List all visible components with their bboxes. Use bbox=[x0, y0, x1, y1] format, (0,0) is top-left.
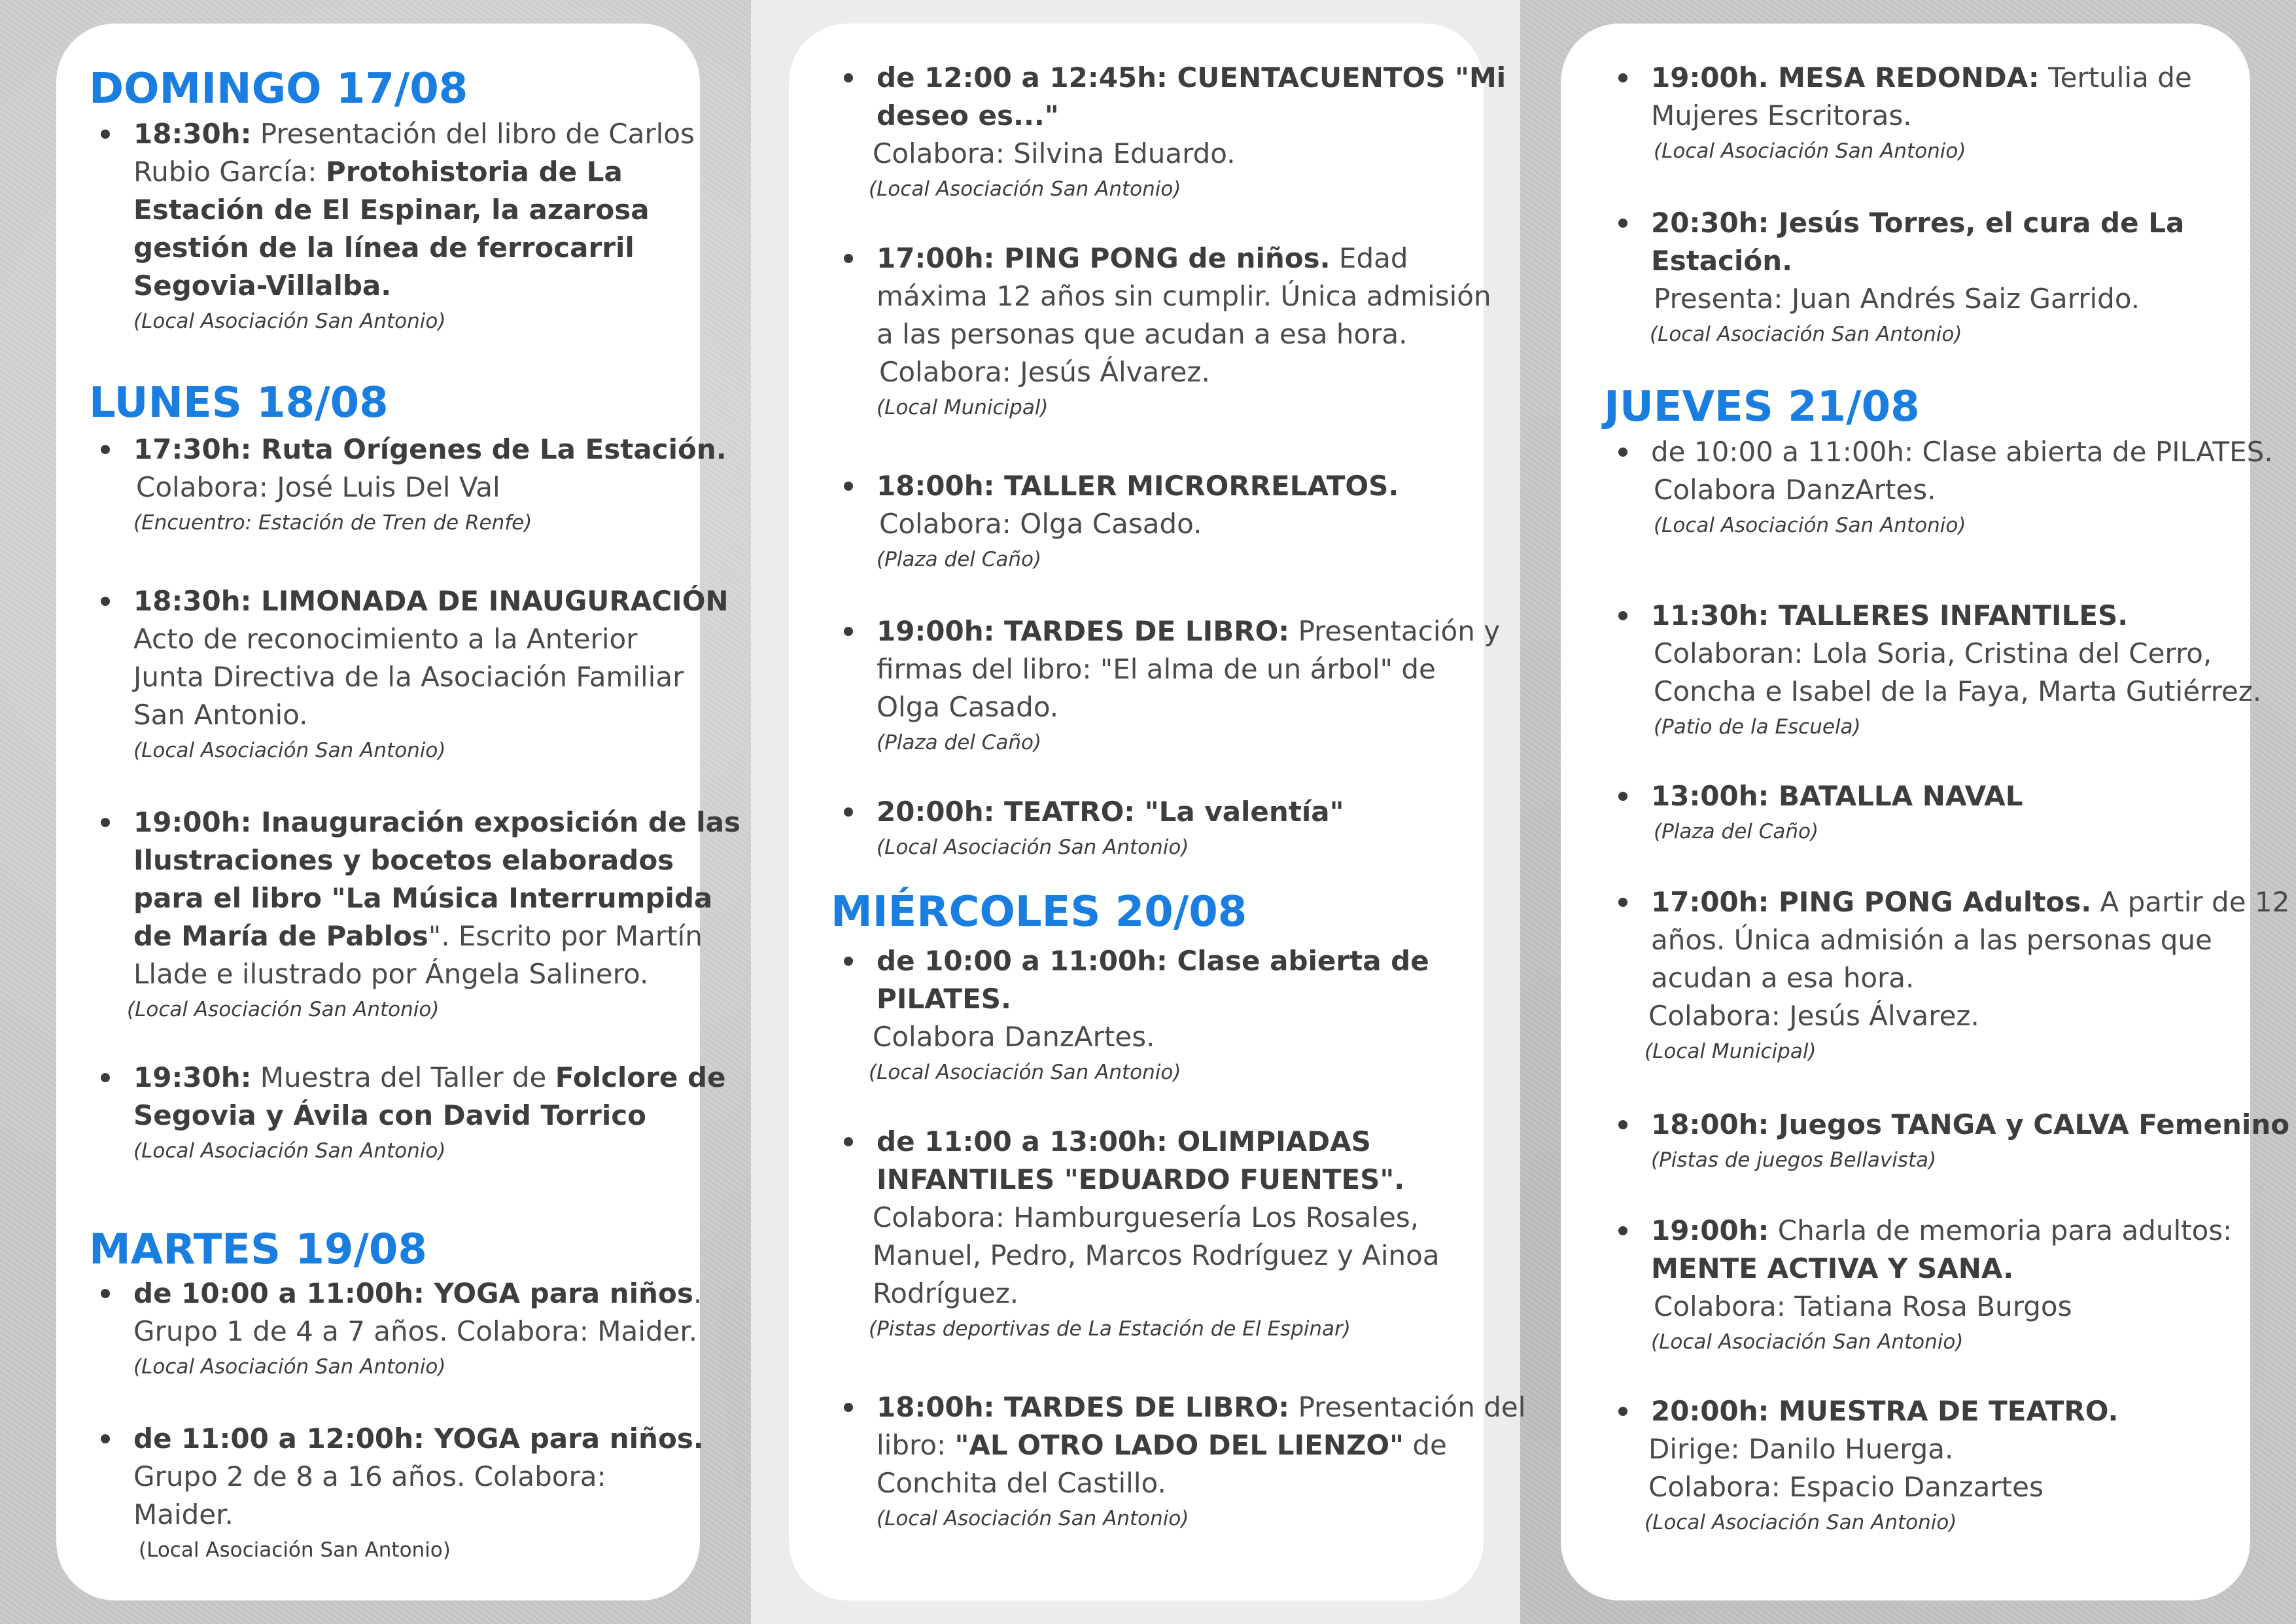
event-charla-memoria: 19:00h: Charla de memoria para adultos: MENTE ACTIVA Y SANA. Colabora: Tatiana Rosa Burgos (Local Asociación San Antonio) bbox=[1651, 1212, 2232, 1358]
event-location: (Patio de la Escuela) bbox=[1654, 715, 1861, 739]
bullet-icon bbox=[1618, 898, 1627, 907]
day-title-jueves: JUEVES 21/08 bbox=[1604, 383, 1920, 431]
event-lunes-1900: 19:00h: Inauguración exposición de las Ilustraciones y bocetos elaborados para el libro "La Música Interrumpida de María de Pablos". Escrito por Martín Llade e ilustrado por Ángela Salinero. (Local Asociación San Antonio) bbox=[133, 803, 740, 1026]
event-location: (Local Asociación San Antonio) bbox=[869, 177, 1181, 201]
bullet-icon bbox=[101, 1289, 110, 1298]
bullet-icon bbox=[844, 1403, 853, 1412]
event-location: (Local Asociación San Antonio) bbox=[133, 1355, 446, 1379]
bullet-icon bbox=[844, 482, 853, 491]
event-domingo-1830: 18:30h: Presentación del libro de Carlos Rubio García: Protohistoria de La Estación de El Espinar, la azarosa gestión de la línea de ferrocarril Segovia-Villalba. (Local Asociación San Antonio) bbox=[133, 115, 695, 338]
event-taller-microrrelatos: 18:00h: TALLER MICRORRELATOS. Colabora: Olga Casado. (Plaza del Caño) bbox=[877, 467, 1399, 576]
event-location: (Local Asociación San Antonio) bbox=[127, 998, 440, 1021]
event-lunes-1830: 18:30h: LIMONADA DE INAUGURACIÓN Acto de reconocimiento a la Anterior Junta Directiva de la Asociación Familiar San Antonio. (Local Asociación San Antonio) bbox=[133, 582, 729, 767]
bullet-icon bbox=[1618, 1407, 1627, 1416]
bullet-icon bbox=[1618, 1120, 1627, 1129]
schedule-column-2 bbox=[789, 24, 1526, 1600]
bullet-icon bbox=[844, 627, 853, 636]
event-location: (Local Asociación San Antonio) bbox=[869, 1061, 1181, 1084]
bullet-icon bbox=[101, 818, 110, 827]
event-ping-pong-adultos: 17:00h: PING PONG Adultos. A partir de 12 años. Única admisión a las personas que acudan a esa hora. Colabora: Jesús Álvarez. (Local Municipal) bbox=[1651, 883, 2289, 1068]
event-location: (Plaza del Caño) bbox=[877, 548, 1042, 571]
bullet-icon bbox=[1618, 611, 1627, 620]
event-location: (Local Asociación San Antonio) bbox=[133, 739, 446, 762]
bullet-icon bbox=[844, 254, 853, 263]
event-location: (Local Municipal) bbox=[1644, 1040, 1817, 1063]
event-martes-1100: de 11:00 a 12:00h: YOGA para niños. Grupo 2 de 8 a 16 años. Colabora: Maider. (Local Asociación San Antonio) bbox=[133, 1420, 704, 1566]
event-pilates-jueves: de 10:00 a 11:00h: Clase abierta de PILATES. Colabora DanzArtes. (Local Asociación San Antonio) bbox=[1651, 433, 2273, 542]
event-location: (Local Asociación San Antonio) bbox=[1651, 1330, 1964, 1354]
event-location: (Local Asociación San Antonio) bbox=[1654, 139, 1966, 163]
event-mesa-redonda: 19:00h. MESA REDONDA: Tertulia de Mujeres Escritoras. (Local Asociación San Antonio) bbox=[1651, 59, 2192, 168]
event-pilates-miercoles: de 10:00 a 11:00h: Clase abierta de PILATES. Colabora DanzArtes. (Local Asociación San Antonio) bbox=[877, 942, 1429, 1089]
event-location: (Plaza del Caño) bbox=[1654, 820, 1819, 843]
event-location: (Local Asociación San Antonio) bbox=[1650, 323, 1962, 346]
event-location: (Encuentro: Estación de Tren de Renfe) bbox=[133, 511, 532, 535]
bullet-icon bbox=[1618, 1226, 1627, 1235]
bullet-icon bbox=[1618, 448, 1627, 457]
event-location: (Local Municipal) bbox=[877, 396, 1049, 419]
event-lunes-1730: 17:30h: Ruta Orígenes de La Estación. Colabora: José Luis Del Val (Encuentro: Estación de Tren de Renfe) bbox=[133, 431, 727, 539]
day-title-lunes: LUNES 18/08 bbox=[89, 379, 389, 427]
event-cuentacuentos: de 12:00 a 12:45h: CUENTACUENTOS "Mi deseo es..." Colabora: Silvina Eduardo. (Local Asociación San Antonio) bbox=[877, 59, 1506, 205]
event-location: (Local Asociación San Antonio) bbox=[139, 1538, 451, 1562]
event-lunes-1930: 19:30h: Muestra del Taller de Folclore de Segovia y Ávila con David Torrico (Local Asociación San Antonio) bbox=[133, 1059, 726, 1167]
event-location: (Local Asociación San Antonio) bbox=[133, 309, 446, 333]
event-muestra-teatro: 20:00h: MUESTRA DE TEATRO. Dirige: Danilo Huerga. Colabora: Espacio Danzartes (Local Asociación San Antonio) bbox=[1651, 1392, 2118, 1539]
bullet-icon bbox=[844, 73, 853, 82]
bullet-icon bbox=[101, 445, 110, 454]
bullet-icon bbox=[844, 807, 853, 817]
event-location: (Local Asociación San Antonio) bbox=[1644, 1511, 1957, 1534]
day-title-martes: MARTES 19/08 bbox=[89, 1226, 427, 1274]
event-location: (Local Asociación San Antonio) bbox=[877, 1507, 1189, 1530]
event-tardes-de-libro-1800: 18:00h: TARDES DE LIBRO: Presentación del libro: "AL OTRO LADO DEL LIENZO" de Conchita del Castillo. (Local Asociación San Antonio) bbox=[877, 1388, 1525, 1535]
event-location: (Local Asociación San Antonio) bbox=[133, 1139, 446, 1163]
bullet-icon bbox=[101, 597, 110, 606]
event-ping-pong-ninos: 17:00h: PING PONG de niños. Edad máxima 12 años sin cumplir. Única admisión a las personas que acudan a esa hora. Colabora: Jesús Álvarez. (Local Municipal) bbox=[877, 239, 1491, 424]
bullet-icon bbox=[1618, 219, 1627, 228]
day-title-domingo: DOMINGO 17/08 bbox=[89, 65, 468, 113]
event-talleres-infantiles: 11:30h: TALLERES INFANTILES. Colaboran: Lola Soria, Cristina del Cerro, Concha e Isabel de la Faya, Marta Gutiérrez. (Patio de la Escuela) bbox=[1651, 597, 2261, 743]
event-teatro-valentia: 20:00h: TEATRO: "La valentía" (Local Asociación San Antonio) bbox=[877, 793, 1344, 864]
schedule-column-3 bbox=[1561, 24, 2290, 1600]
bullet-icon bbox=[101, 1434, 110, 1443]
day-title-miercoles: MIÉRCOLES 20/08 bbox=[831, 888, 1247, 936]
bullet-icon bbox=[101, 1073, 110, 1082]
bullet-icon bbox=[101, 130, 110, 139]
event-olimpiadas: de 11:00 a 13:00h: OLIMPIADAS INFANTILES "EDUARDO FUENTES". Colabora: Hamburguesería Los Rosales, Manuel, Pedro, Marcos Rodríguez y Ainoa Rodríguez. (Pistas deportivas de La Estación de El Espinar) bbox=[877, 1123, 1440, 1345]
bullet-icon bbox=[1618, 73, 1627, 82]
event-martes-1000: de 10:00 a 11:00h: YOGA para niños. Grupo 1 de 4 a 7 años. Colabora: Maider. (Local Asociación San Antonio) bbox=[133, 1275, 702, 1383]
event-location: (Pistas deportivas de La Estación de El Espinar) bbox=[869, 1317, 1351, 1341]
event-batalla-naval: 13:00h: BATALLA NAVAL (Plaza del Caño) bbox=[1651, 777, 2023, 848]
bullet-icon bbox=[844, 957, 853, 966]
event-location: (Plaza del Caño) bbox=[877, 731, 1042, 754]
event-location: (Pistas de juegos Bellavista) bbox=[1651, 1148, 1937, 1172]
event-location: (Local Asociación San Antonio) bbox=[877, 836, 1189, 859]
event-location: (Local Asociación San Antonio) bbox=[1654, 514, 1966, 537]
schedule-column-1 bbox=[56, 24, 740, 1600]
event-tardes-de-libro-1900: 19:00h: TARDES DE LIBRO: Presentación y firmas del libro: "El alma de un árbol" de Olga Casado. (Plaza del Caño) bbox=[877, 612, 1500, 759]
bullet-icon bbox=[1618, 792, 1627, 801]
event-jesus-torres: 20:30h: Jesús Torres, el cura de La Estación. Presenta: Juan Andrés Saiz Garrido. (Local Asociación San Antonio) bbox=[1651, 204, 2184, 351]
event-juegos-tanga-calva: 18:00h: Juegos TANGA y CALVA Femenino (Pistas de juegos Bellavista) bbox=[1651, 1106, 2289, 1176]
bullet-icon bbox=[844, 1137, 853, 1146]
